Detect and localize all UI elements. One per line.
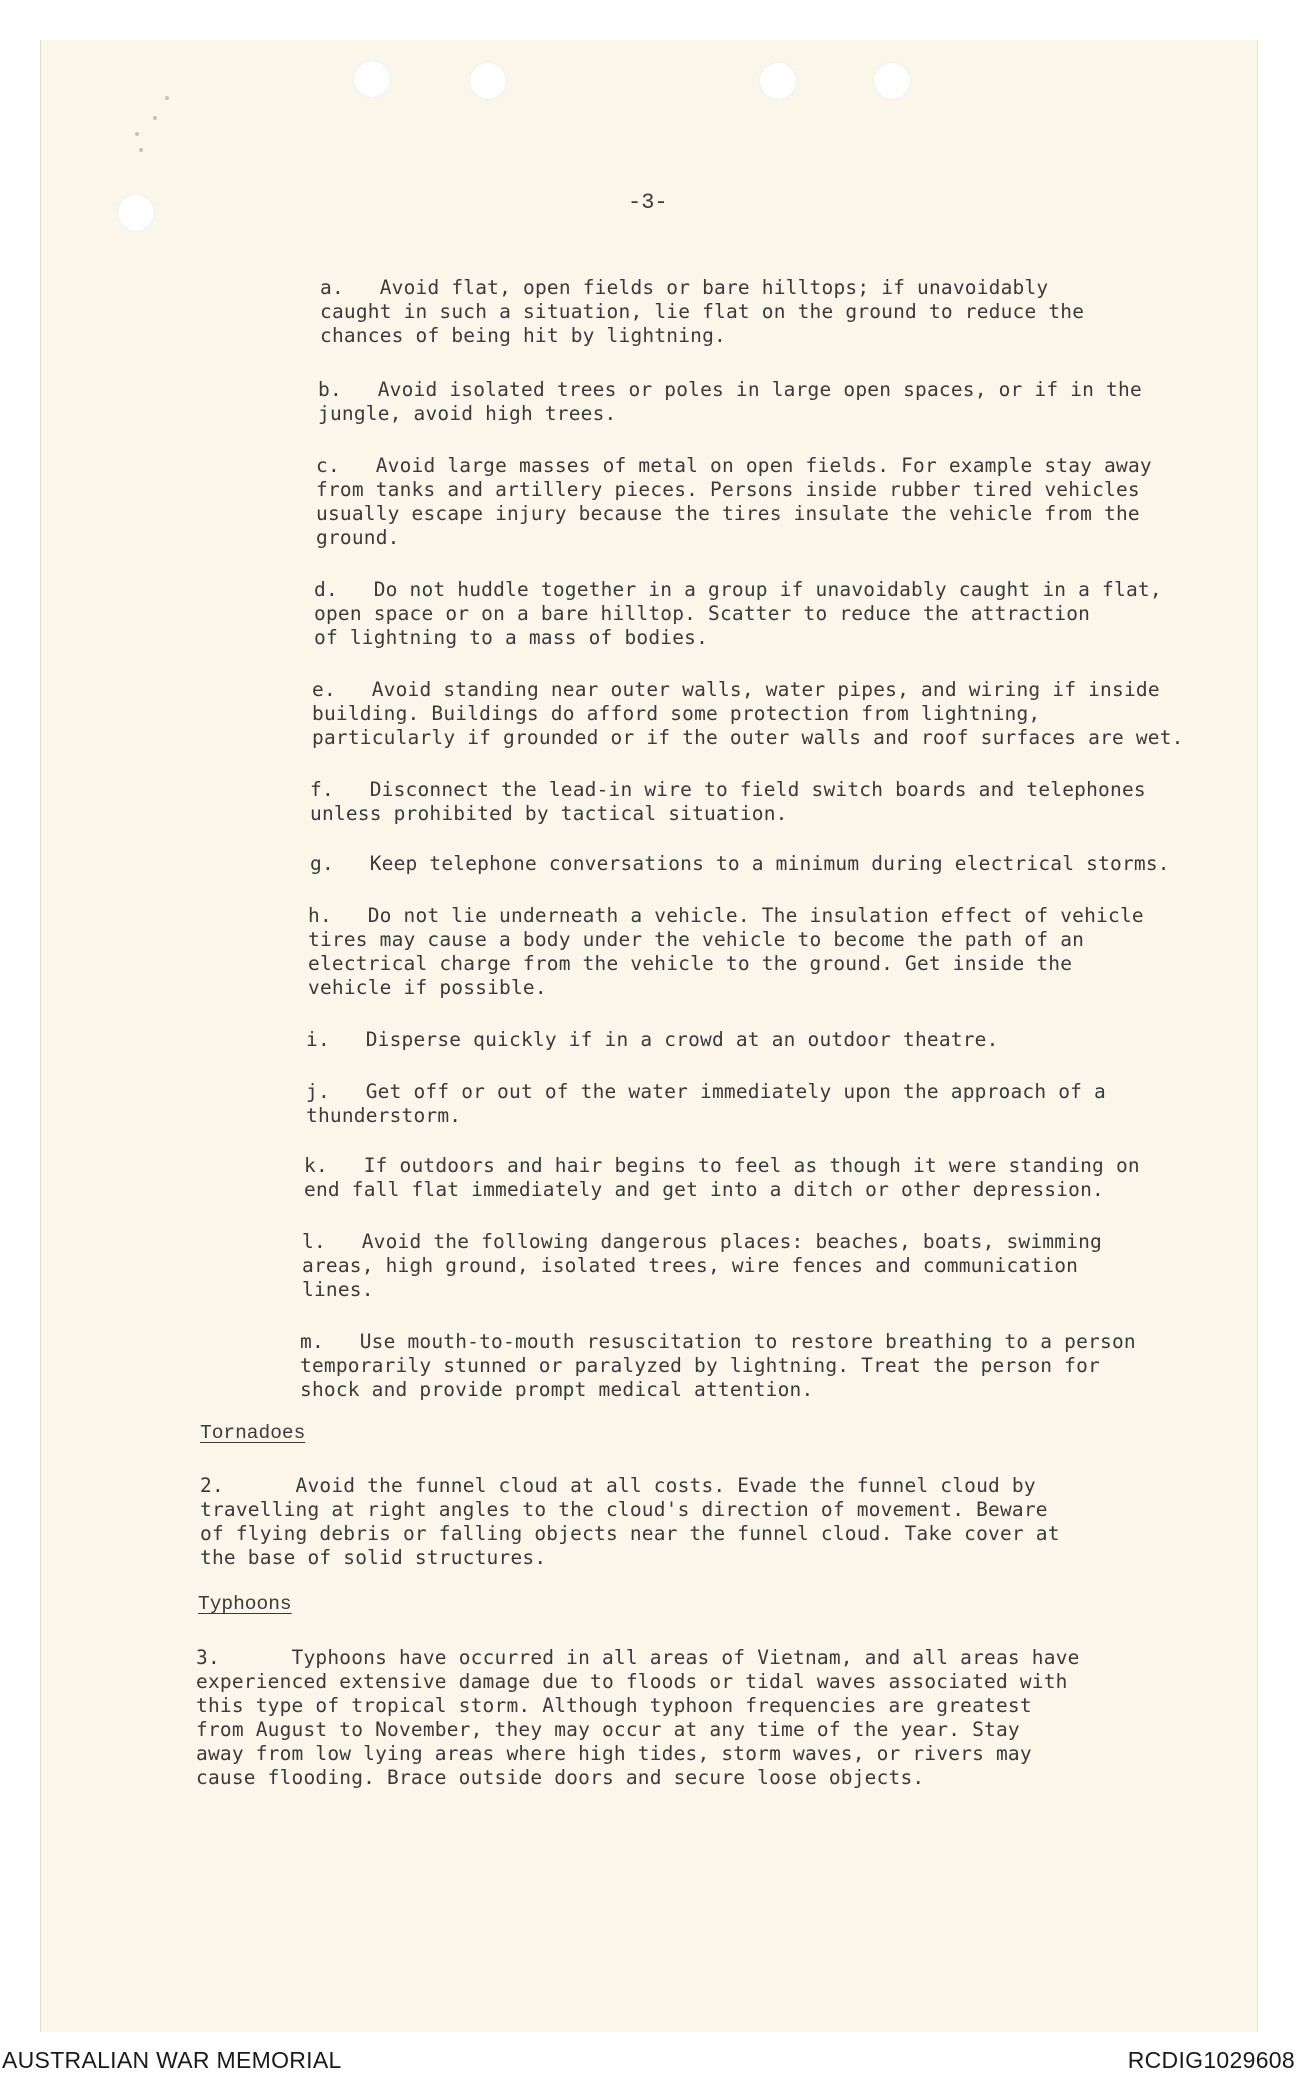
list-item-b: b. Avoid isolated trees or poles in large open spaces, or if in the jungle, avoid high trees. bbox=[318, 378, 1142, 425]
archive-credit: AUSTRALIAN WAR MEMORIAL bbox=[2, 2047, 342, 2073]
paper-speck bbox=[135, 132, 139, 136]
section-heading-typhoons: Typhoons bbox=[198, 1593, 292, 1615]
item-marker: k. bbox=[304, 1154, 328, 1177]
punch-hole-4 bbox=[873, 62, 911, 100]
paper-speck bbox=[139, 148, 143, 152]
list-item-f: f. Disconnect the lead-in wire to field switch boards and telephones unless prohibited by tactical situation. bbox=[310, 778, 1146, 825]
punch-hole-1 bbox=[353, 60, 391, 98]
list-item-l: l. Avoid the following dangerous places: beaches, boats, swimming areas, high ground, isolated trees, wire fences and communication lines. bbox=[302, 1230, 1102, 1301]
paragraph-number: 3. bbox=[196, 1646, 220, 1669]
item-marker: d. bbox=[314, 578, 338, 601]
list-item-i: i. Disperse quickly if in a crowd at an outdoor theatre. bbox=[306, 1028, 999, 1051]
item-marker: e. bbox=[312, 678, 336, 701]
list-item-h: h. Do not lie underneath a vehicle. The insulation effect of vehicle tires may cause a body under the vehicle to become the path of an electrical charge from the vehicle to the ground. Get inside the vehicle if possible. bbox=[308, 904, 1144, 999]
punch-hole-2 bbox=[469, 62, 507, 100]
item-marker: l. bbox=[302, 1230, 326, 1253]
list-item-d: d. Do not huddle together in a group if unavoidably caught in a flat, open space or on a bare hilltop. Scatter to reduce the attraction of lightning to a mass of bodies. bbox=[314, 578, 1162, 649]
paper-speck bbox=[165, 96, 169, 100]
paragraph-number: 2. bbox=[200, 1474, 224, 1497]
item-marker: i. bbox=[306, 1028, 330, 1051]
archive-reference-id: RCDIG1029608 bbox=[1127, 2047, 1295, 2073]
list-item-c: c. Avoid large masses of metal on open fields. For example stay away from tanks and artillery pieces. Persons inside rubber tired vehicles usually escape injury because the tires insulate the vehicle from the ground. bbox=[316, 454, 1152, 549]
section-paragraph-typhoons: 3. Typhoons have occurred in all areas of Vietnam, and all areas have experienced extensive damage due to floods or tidal waves associated with this type of tropical storm. Although typhoon frequencies are greatest from August to November, they may occur at any time of the year. Stay away from low lying areas where high tides, storm waves, or rivers may cause flooding. Brace outside doors and secure loose objects. bbox=[196, 1646, 1080, 1789]
item-marker: c. bbox=[316, 454, 340, 477]
list-item-g: g. Keep telephone conversations to a minimum during electrical storms. bbox=[310, 852, 1170, 875]
item-marker: b. bbox=[318, 378, 342, 401]
item-marker: g. bbox=[310, 852, 334, 875]
list-item-e: e. Avoid standing near outer walls, water pipes, and wiring if inside building. Buildings do afford some protection from lightning, particularly if grounded or if the outer walls and roof surfaces are wet. bbox=[312, 678, 1184, 749]
section-paragraph-tornadoes: 2. Avoid the funnel cloud at all costs. Evade the funnel cloud by travelling at right angles to the cloud's direction of movement. Beware of flying debris or falling objects near the funnel cloud. Take cover at the base of solid structures. bbox=[200, 1474, 1060, 1569]
item-marker: j. bbox=[306, 1080, 330, 1103]
item-marker: m. bbox=[300, 1330, 324, 1353]
item-marker: a. bbox=[320, 276, 344, 299]
item-marker: h. bbox=[308, 904, 332, 927]
punch-hole-3 bbox=[759, 62, 797, 100]
section-heading-tornadoes: Tornadoes bbox=[200, 1422, 306, 1444]
item-marker: f. bbox=[310, 778, 334, 801]
punch-hole-5 bbox=[117, 194, 155, 232]
list-item-m: m. Use mouth-to-mouth resuscitation to restore breathing to a person temporarily stunned or paralyzed by lightning. Treat the person for shock and provide prompt medical attention. bbox=[300, 1330, 1136, 1401]
list-item-j: j. Get off or out of the water immediately upon the approach of a thunderstorm. bbox=[306, 1080, 1106, 1127]
list-item-a: a. Avoid flat, open fields or bare hilltops; if unavoidably caught in such a situation, lie flat on the ground to reduce the chances of being hit by lightning. bbox=[320, 276, 1085, 347]
list-item-k: k. If outdoors and hair begins to feel as though it were standing on end fall flat immediately and get into a ditch or other depression. bbox=[304, 1154, 1140, 1201]
page-number: -3- bbox=[628, 190, 668, 215]
paper-speck bbox=[153, 116, 157, 120]
